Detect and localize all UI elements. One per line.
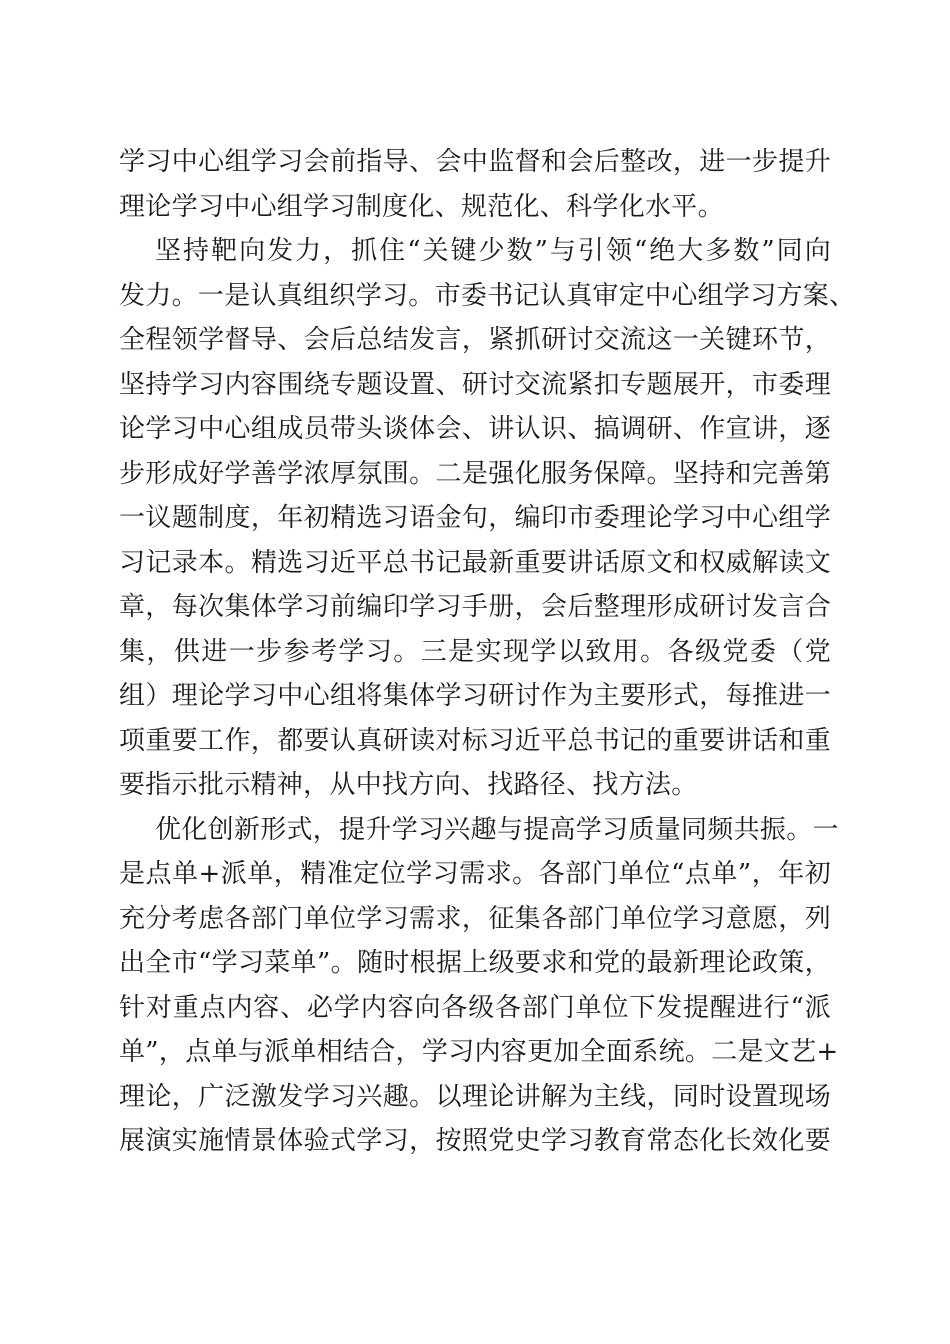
text-line: 步形成好学善学浓厚氛围。二是强化服务保障。坚持和完善第	[119, 458, 831, 489]
text-line: 出全市“学习菜单”。随时根据上级要求和党的最新理论政策，	[119, 948, 831, 978]
text-line: 优化创新形式，提升学习兴趣与提高学习质量同频共振。一	[155, 814, 839, 845]
text-line: 论学习中心组成员带头谈体会、讲认识、搞调研、作宣讲，逐	[119, 414, 831, 444]
text-line: 是点单+派单，精准定位学习需求。各部门单位“点单”，年初	[119, 859, 831, 889]
text-line: 集，供进一步参考学习。三是实现学以致用。各级党委（党	[119, 636, 831, 667]
text-line: 充分考虑各部门单位学习需求，征集各部门单位学习意愿，列	[119, 903, 831, 934]
text-line: 章，每次集体学习前编印学习手册，会后整理形成研讨发言合	[119, 592, 831, 622]
text-line: 坚持靶向发力，抓住“关键少数”与引领“绝大多数”同向	[155, 236, 831, 266]
text-line: 理论，广泛激发学习兴趣。以理论讲解为主线，同时设置现场	[119, 1081, 831, 1112]
paragraph-2	[119, 229, 856, 808]
paragraph-3	[119, 808, 839, 1164]
text-line: 展演实施情景体验式学习，按照党史学习教育常态化长效化要	[119, 1126, 831, 1156]
text-line: 组）理论学习中心组将集体学习研讨作为主要形式，每推进一	[119, 681, 831, 711]
text-line: 一议题制度，年初精选习语金句，编印市委理论学习中心组学	[119, 503, 831, 533]
text-line: 全程领学督导、会后总结发言，紧抓研讨交流这一关键环节，	[119, 325, 831, 355]
text-line: 单”，点单与派单相结合，学习内容更加全面系统。二是文艺+	[119, 1037, 839, 1067]
text-line: 发力。一是认真组织学习。市委书记认真审定中心组学习方案、	[119, 280, 856, 311]
paragraph-1	[119, 140, 831, 229]
text-line: 坚持学习内容围绕专题设置、研讨交流紧扣专题展开，市委理	[119, 369, 831, 400]
text-line: 习记录本。精选习近平总书记最新重要讲话原文和权威解读文	[119, 547, 831, 578]
text-line: 要指示批示精神，从中找方向、找路径、找方法。	[119, 770, 698, 800]
text-line: 针对重点内容、必学内容向各级各部门单位下发提醒进行“派	[119, 992, 831, 1023]
document-body	[119, 140, 856, 1164]
text-line: 学习中心组学习会前指导、会中监督和会后整改，进一步提升	[119, 147, 831, 177]
text-line: 理论学习中心组学习制度化、规范化、科学化水平。	[119, 191, 724, 222]
text-line: 项重要工作，都要认真研读对标习近平总书记的重要讲话和重	[119, 725, 831, 756]
